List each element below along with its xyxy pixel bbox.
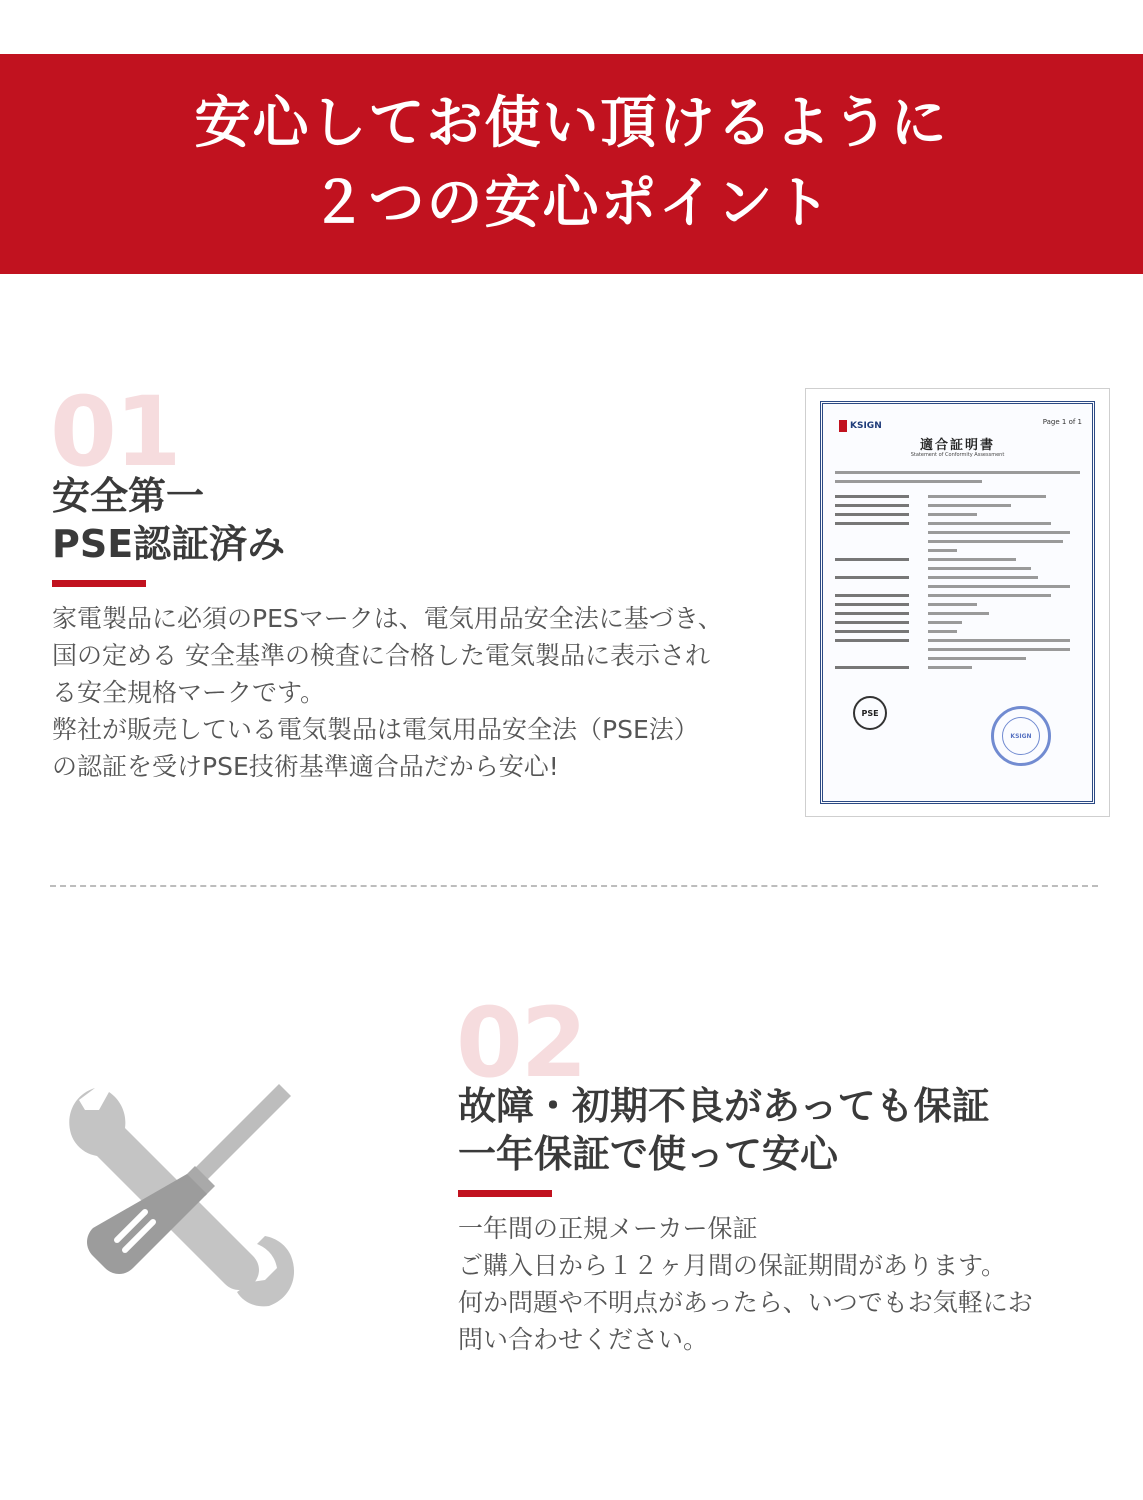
certificate-frame	[820, 401, 1095, 804]
point2-body	[458, 1210, 1118, 1358]
approval-stamp-text: KSIGN	[1002, 717, 1040, 755]
header-title-line2: ２つの安心ポイント	[310, 171, 833, 236]
point2-number: 02	[456, 987, 586, 1099]
point1-title-line1: 安全第一	[52, 474, 205, 518]
approval-stamp-icon	[991, 706, 1051, 766]
wrench-screwdriver-icon	[55, 1070, 305, 1320]
point2-accent-bar	[458, 1190, 552, 1197]
point1-body-line: る安全規格マークです。	[52, 678, 326, 707]
point2-body-line: 一年間の正規メーカー保証	[458, 1214, 758, 1243]
section-divider	[50, 885, 1098, 887]
certificate-logo	[839, 420, 882, 432]
pse-mark-text: PSE	[861, 708, 879, 718]
point1-body	[52, 600, 792, 785]
point1-body-line: の認証を受けPSE技術基準適合品だから安心!	[52, 752, 559, 781]
certificate-title: 適合証明書	[919, 438, 995, 453]
ksign-logo-icon	[839, 420, 847, 432]
point2-title-line1: 故障・初期不良があっても保証	[458, 1084, 990, 1128]
header-title-line1: 安心してお使い頂けるように	[194, 91, 949, 156]
certificate-logo-text: KSIGN	[850, 421, 882, 431]
point1-accent-bar	[52, 580, 146, 587]
point2-title-line2: 一年保証で使って安心	[458, 1132, 839, 1176]
certificate-subtitle: Statement of Conformity Assessment	[910, 452, 1005, 458]
header-banner	[0, 54, 1143, 274]
point1-body-line: 弊社が販売している電気製品は電気用品安全法（PSE法）	[52, 715, 699, 744]
point1-title-line2: PSE認証済み	[52, 522, 286, 566]
certificate-page-label: Page 1 of 1	[1042, 418, 1082, 426]
pse-certificate-image	[805, 388, 1110, 817]
point1-body-line: 家電製品に必須のPESマークは、電気用品安全法に基づき、	[52, 604, 723, 633]
point1-number: 01	[50, 376, 180, 488]
point2-body-line: ご購入日から１２ヶ月間の保証期間があります。	[458, 1251, 1007, 1280]
point1-body-line: 国の定める 安全基準の検査に合格した電気製品に表示され	[52, 641, 710, 670]
point2-body-line: 何か問題や不明点があったら、いつでもお気軽にお	[458, 1288, 1033, 1317]
certificate-text-lines	[835, 468, 1080, 672]
point2-body-line: 問い合わせください。	[458, 1325, 709, 1354]
pse-mark-icon	[853, 696, 887, 730]
